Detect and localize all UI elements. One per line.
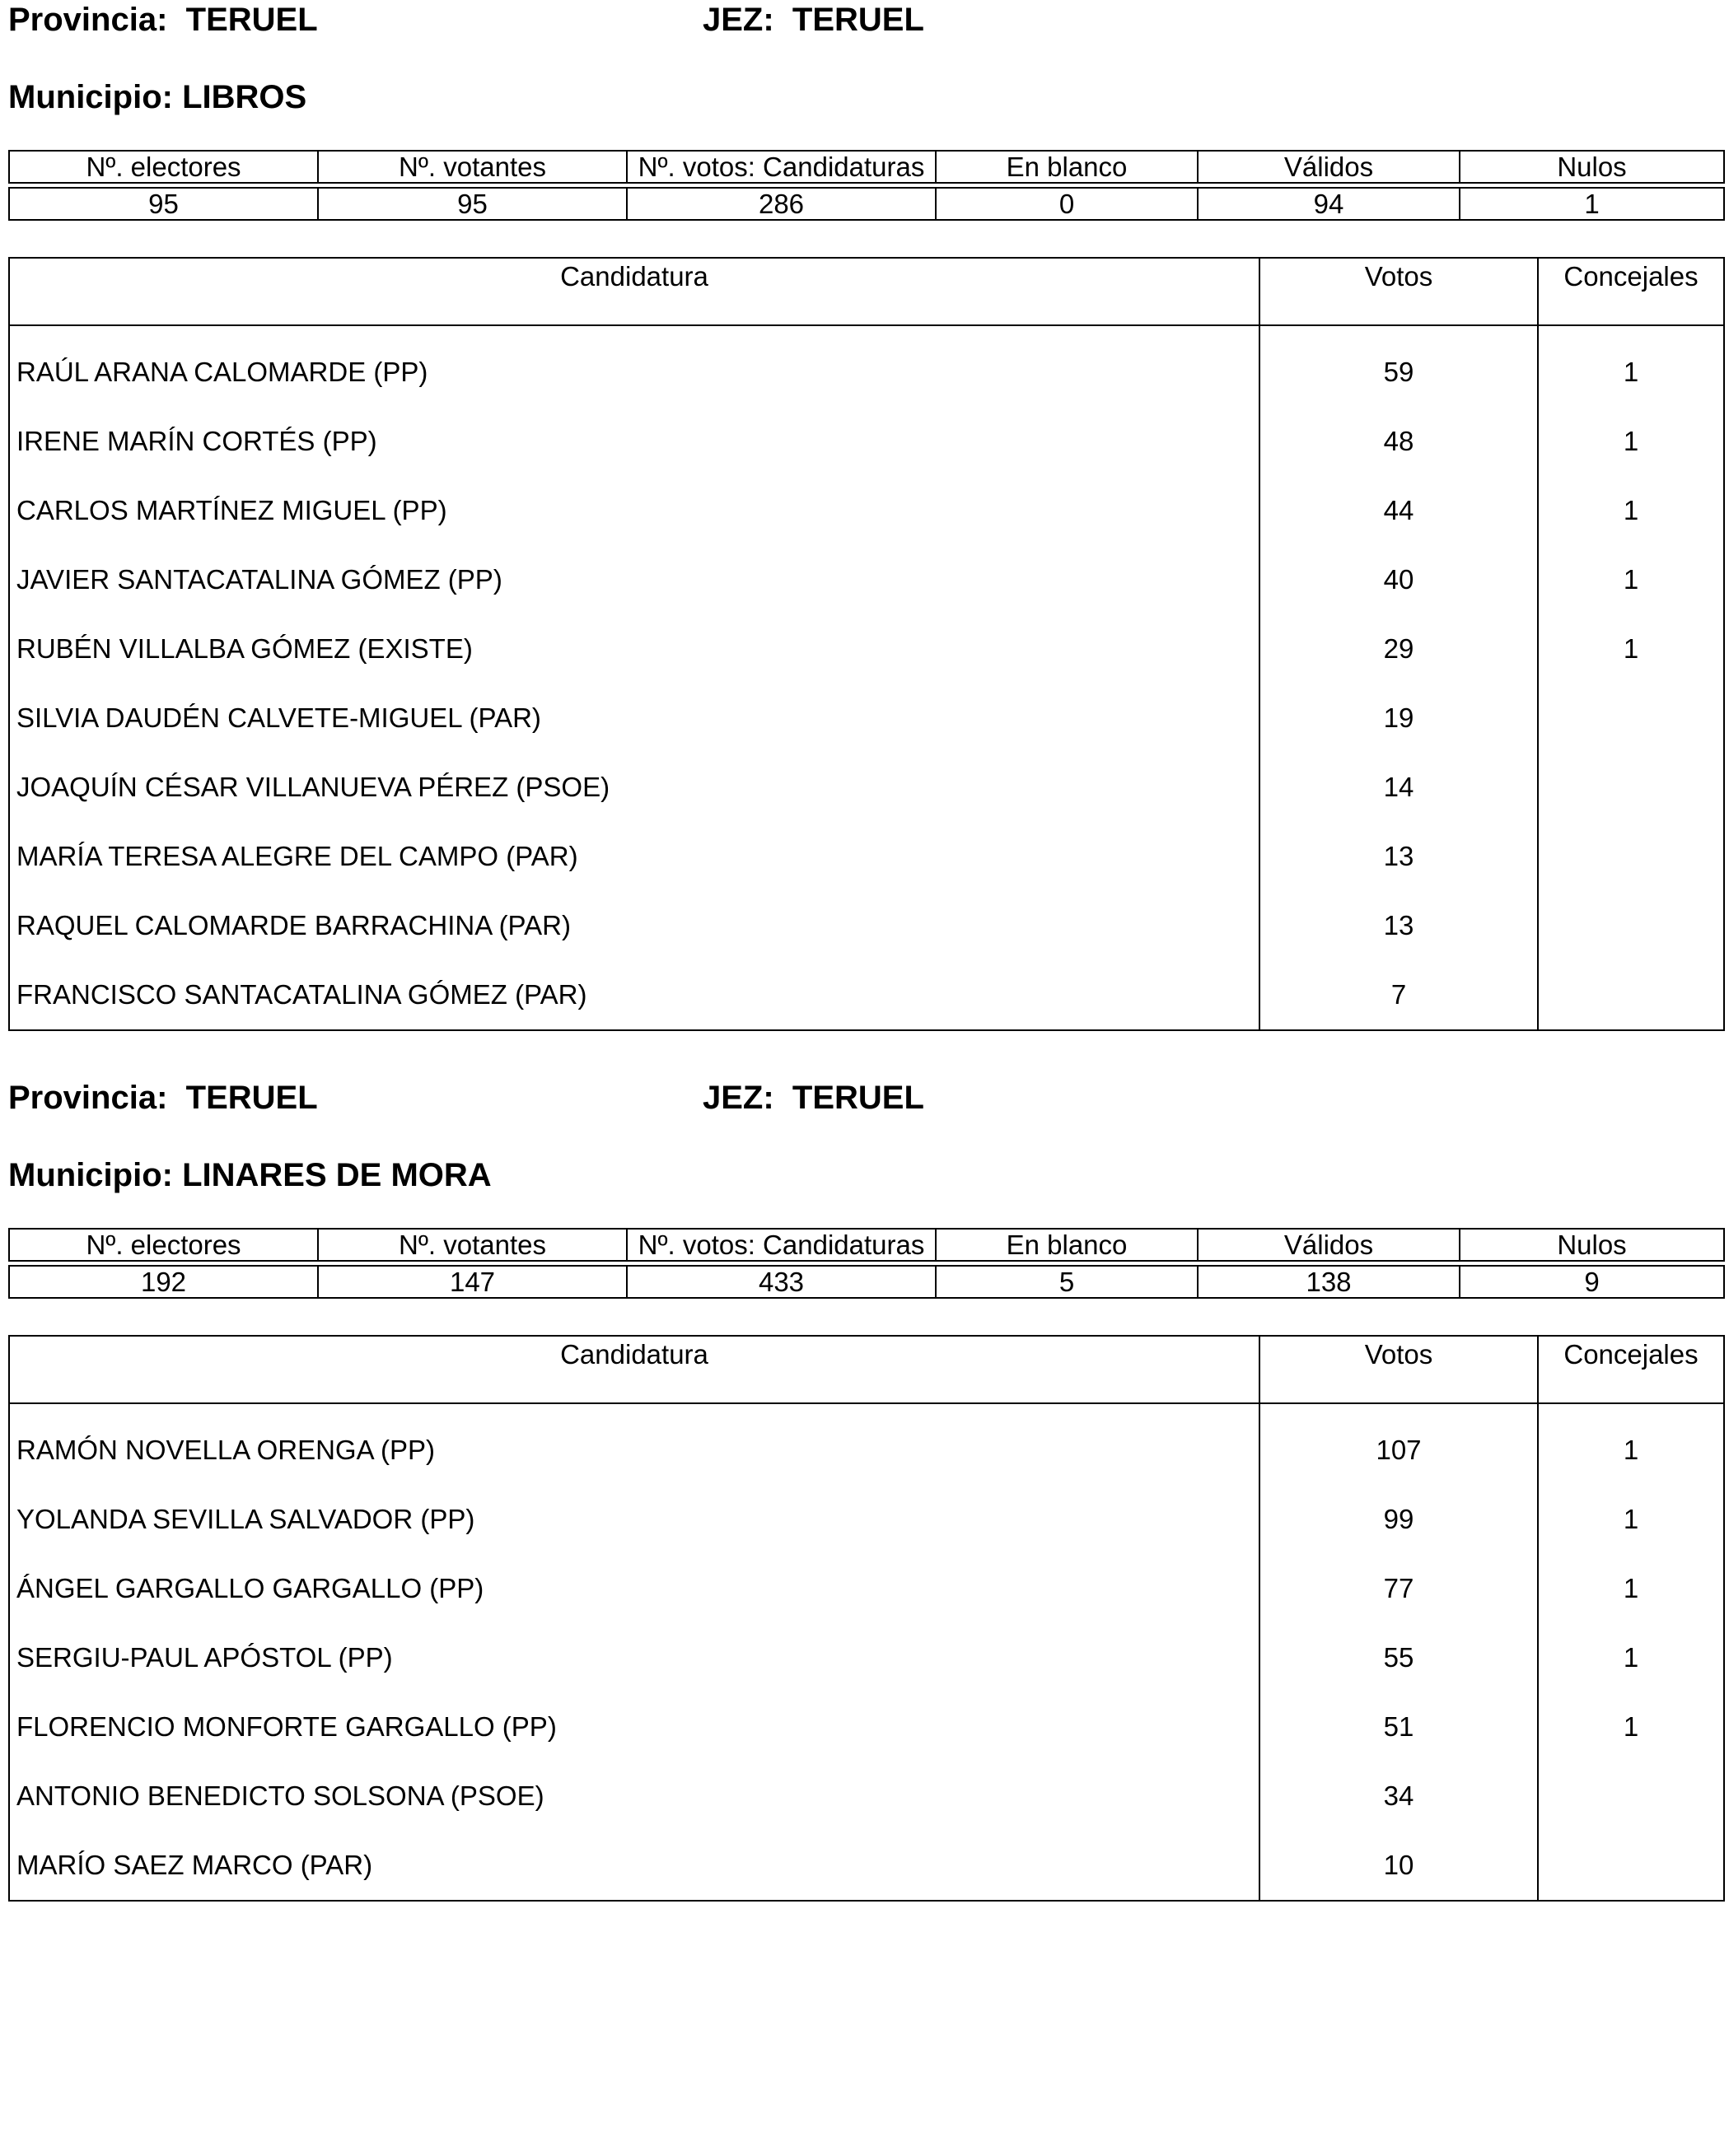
municipio-value: LIBROS [182,79,307,115]
candidate-name: FLORENCIO MONFORTE GARGALLO (PP) [9,1692,1259,1762]
header-votos: Votos [1259,258,1538,325]
value-electores: 192 [9,1266,318,1298]
table-row [9,822,1724,891]
header-votos: Votos [1259,1336,1538,1403]
candidate-name: ÁNGEL GARGALLO GARGALLO (PP) [9,1554,1259,1623]
candidate-name: IRENE MARÍN CORTÉS (PP) [9,407,1259,476]
candidate-concejales [1538,1831,1724,1901]
value-en-blanco: 5 [936,1266,1198,1298]
candidate-votes: 107 [1259,1403,1538,1485]
candidate-concejales: 1 [1538,545,1724,614]
table-row [9,960,1724,1030]
candidates-table [8,1335,1725,1902]
summary-header-row [9,1229,1724,1261]
candidate-votes: 55 [1259,1623,1538,1692]
candidate-votes: 48 [1259,407,1538,476]
candidate-concejales [1538,753,1724,822]
table-row [9,1403,1724,1485]
value-nulos: 9 [1460,1266,1724,1298]
summary-header-row [9,151,1724,183]
candidate-votes: 7 [1259,960,1538,1030]
candidate-votes: 99 [1259,1485,1538,1554]
table-row [9,325,1724,407]
header-votos-candidaturas: Nº. votos: Candidaturas [627,151,936,183]
candidate-name: MARÍA TERESA ALEGRE DEL CAMPO (PAR) [9,822,1259,891]
value-votantes: 95 [318,188,627,220]
table-row [9,1485,1724,1554]
table-row [9,476,1724,545]
table-row [9,753,1724,822]
candidate-name: SILVIA DAUDÉN CALVETE-MIGUEL (PAR) [9,684,1259,753]
candidate-concejales: 1 [1538,407,1724,476]
candidate-votes: 13 [1259,822,1538,891]
table-row [9,545,1724,614]
candidate-concejales [1538,822,1724,891]
municipio-heading: Municipio: LIBROS [8,79,307,115]
jez-heading: JEZ: TERUEL [703,2,924,38]
candidate-votes: 77 [1259,1554,1538,1623]
candidate-votes: 59 [1259,325,1538,407]
header-electores: Nº. electores [9,1229,318,1261]
candidate-name: SERGIU-PAUL APÓSTOL (PP) [9,1623,1259,1692]
candidate-concejales: 1 [1538,1623,1724,1692]
candidate-name: JOAQUÍN CÉSAR VILLANUEVA PÉREZ (PSOE) [9,753,1259,822]
provincia-value: TERUEL [185,2,318,38]
value-votos-candidaturas: 433 [627,1266,936,1298]
jez-value: TERUEL [792,1080,924,1116]
header-candidatura: Candidatura [9,1336,1259,1403]
candidates-header-row [9,258,1724,325]
candidate-votes: 29 [1259,614,1538,684]
candidate-concejales: 1 [1538,476,1724,545]
header-nulos: Nulos [1460,151,1724,183]
header-en-blanco: En blanco [936,151,1198,183]
table-row [9,614,1724,684]
candidate-name: RAMÓN NOVELLA ORENGA (PP) [9,1403,1259,1485]
candidate-concejales: 1 [1538,1554,1724,1623]
jez-value: TERUEL [792,2,924,38]
value-electores: 95 [9,188,318,220]
candidate-name: MARÍO SAEZ MARCO (PAR) [9,1831,1259,1901]
provincia-heading: Provincia: TERUEL [8,1080,318,1116]
municipality-section [0,1078,1729,2156]
candidate-votes: 19 [1259,684,1538,753]
candidate-name: JAVIER SANTACATALINA GÓMEZ (PP) [9,545,1259,614]
candidate-name: RUBÉN VILLALBA GÓMEZ (EXISTE) [9,614,1259,684]
header-votos-candidaturas: Nº. votos: Candidaturas [627,1229,936,1261]
municipio-heading: Municipio: LINARES DE MORA [8,1157,492,1193]
header-validos: Válidos [1198,151,1460,183]
summary-table [8,150,1725,221]
candidate-concejales: 1 [1538,325,1724,407]
jez-heading: JEZ: TERUEL [703,1080,924,1116]
header-candidatura: Candidatura [9,258,1259,325]
candidate-concejales: 1 [1538,1485,1724,1554]
candidate-concejales [1538,960,1724,1030]
header-concejales: Concejales [1538,258,1724,325]
value-validos: 94 [1198,188,1460,220]
candidate-name: FRANCISCO SANTACATALINA GÓMEZ (PAR) [9,960,1259,1030]
value-votantes: 147 [318,1266,627,1298]
table-row [9,1623,1724,1692]
candidate-name: RAÚL ARANA CALOMARDE (PP) [9,325,1259,407]
header-electores: Nº. electores [9,151,318,183]
candidate-concejales: 1 [1538,1403,1724,1485]
header-concejales: Concejales [1538,1336,1724,1403]
header-en-blanco: En blanco [936,1229,1198,1261]
provincia-value: TERUEL [185,1080,318,1116]
header-validos: Válidos [1198,1229,1460,1261]
candidate-name: CARLOS MARTÍNEZ MIGUEL (PP) [9,476,1259,545]
value-votos-candidaturas: 286 [627,188,936,220]
candidate-concejales: 1 [1538,614,1724,684]
candidate-votes: 44 [1259,476,1538,545]
candidate-votes: 40 [1259,545,1538,614]
header-votantes: Nº. votantes [318,1229,627,1261]
header-nulos: Nulos [1460,1229,1724,1261]
candidate-votes: 10 [1259,1831,1538,1901]
candidate-concejales [1538,1762,1724,1831]
summary-values-row [9,1266,1724,1298]
value-nulos: 1 [1460,188,1724,220]
table-row [9,684,1724,753]
table-row [9,891,1724,960]
candidate-concejales: 1 [1538,1692,1724,1762]
candidate-name: ANTONIO BENEDICTO SOLSONA (PSOE) [9,1762,1259,1831]
candidates-table [8,257,1725,1031]
candidate-name: YOLANDA SEVILLA SALVADOR (PP) [9,1485,1259,1554]
value-en-blanco: 0 [936,188,1198,220]
candidates-header-row [9,1336,1724,1403]
summary-values-row [9,188,1724,220]
table-row [9,1831,1724,1901]
candidate-votes: 51 [1259,1692,1538,1762]
table-row [9,1762,1724,1831]
provincia-heading: Provincia: TERUEL [8,2,318,38]
candidate-concejales [1538,891,1724,960]
candidate-concejales [1538,684,1724,753]
table-row [9,1554,1724,1623]
candidate-votes: 13 [1259,891,1538,960]
table-row [9,407,1724,476]
summary-table [8,1228,1725,1299]
value-validos: 138 [1198,1266,1460,1298]
header-votantes: Nº. votantes [318,151,627,183]
candidate-votes: 14 [1259,753,1538,822]
table-row [9,1692,1724,1762]
candidate-votes: 34 [1259,1762,1538,1831]
municipio-value: LINARES DE MORA [182,1157,492,1193]
candidate-name: RAQUEL CALOMARDE BARRACHINA (PAR) [9,891,1259,960]
